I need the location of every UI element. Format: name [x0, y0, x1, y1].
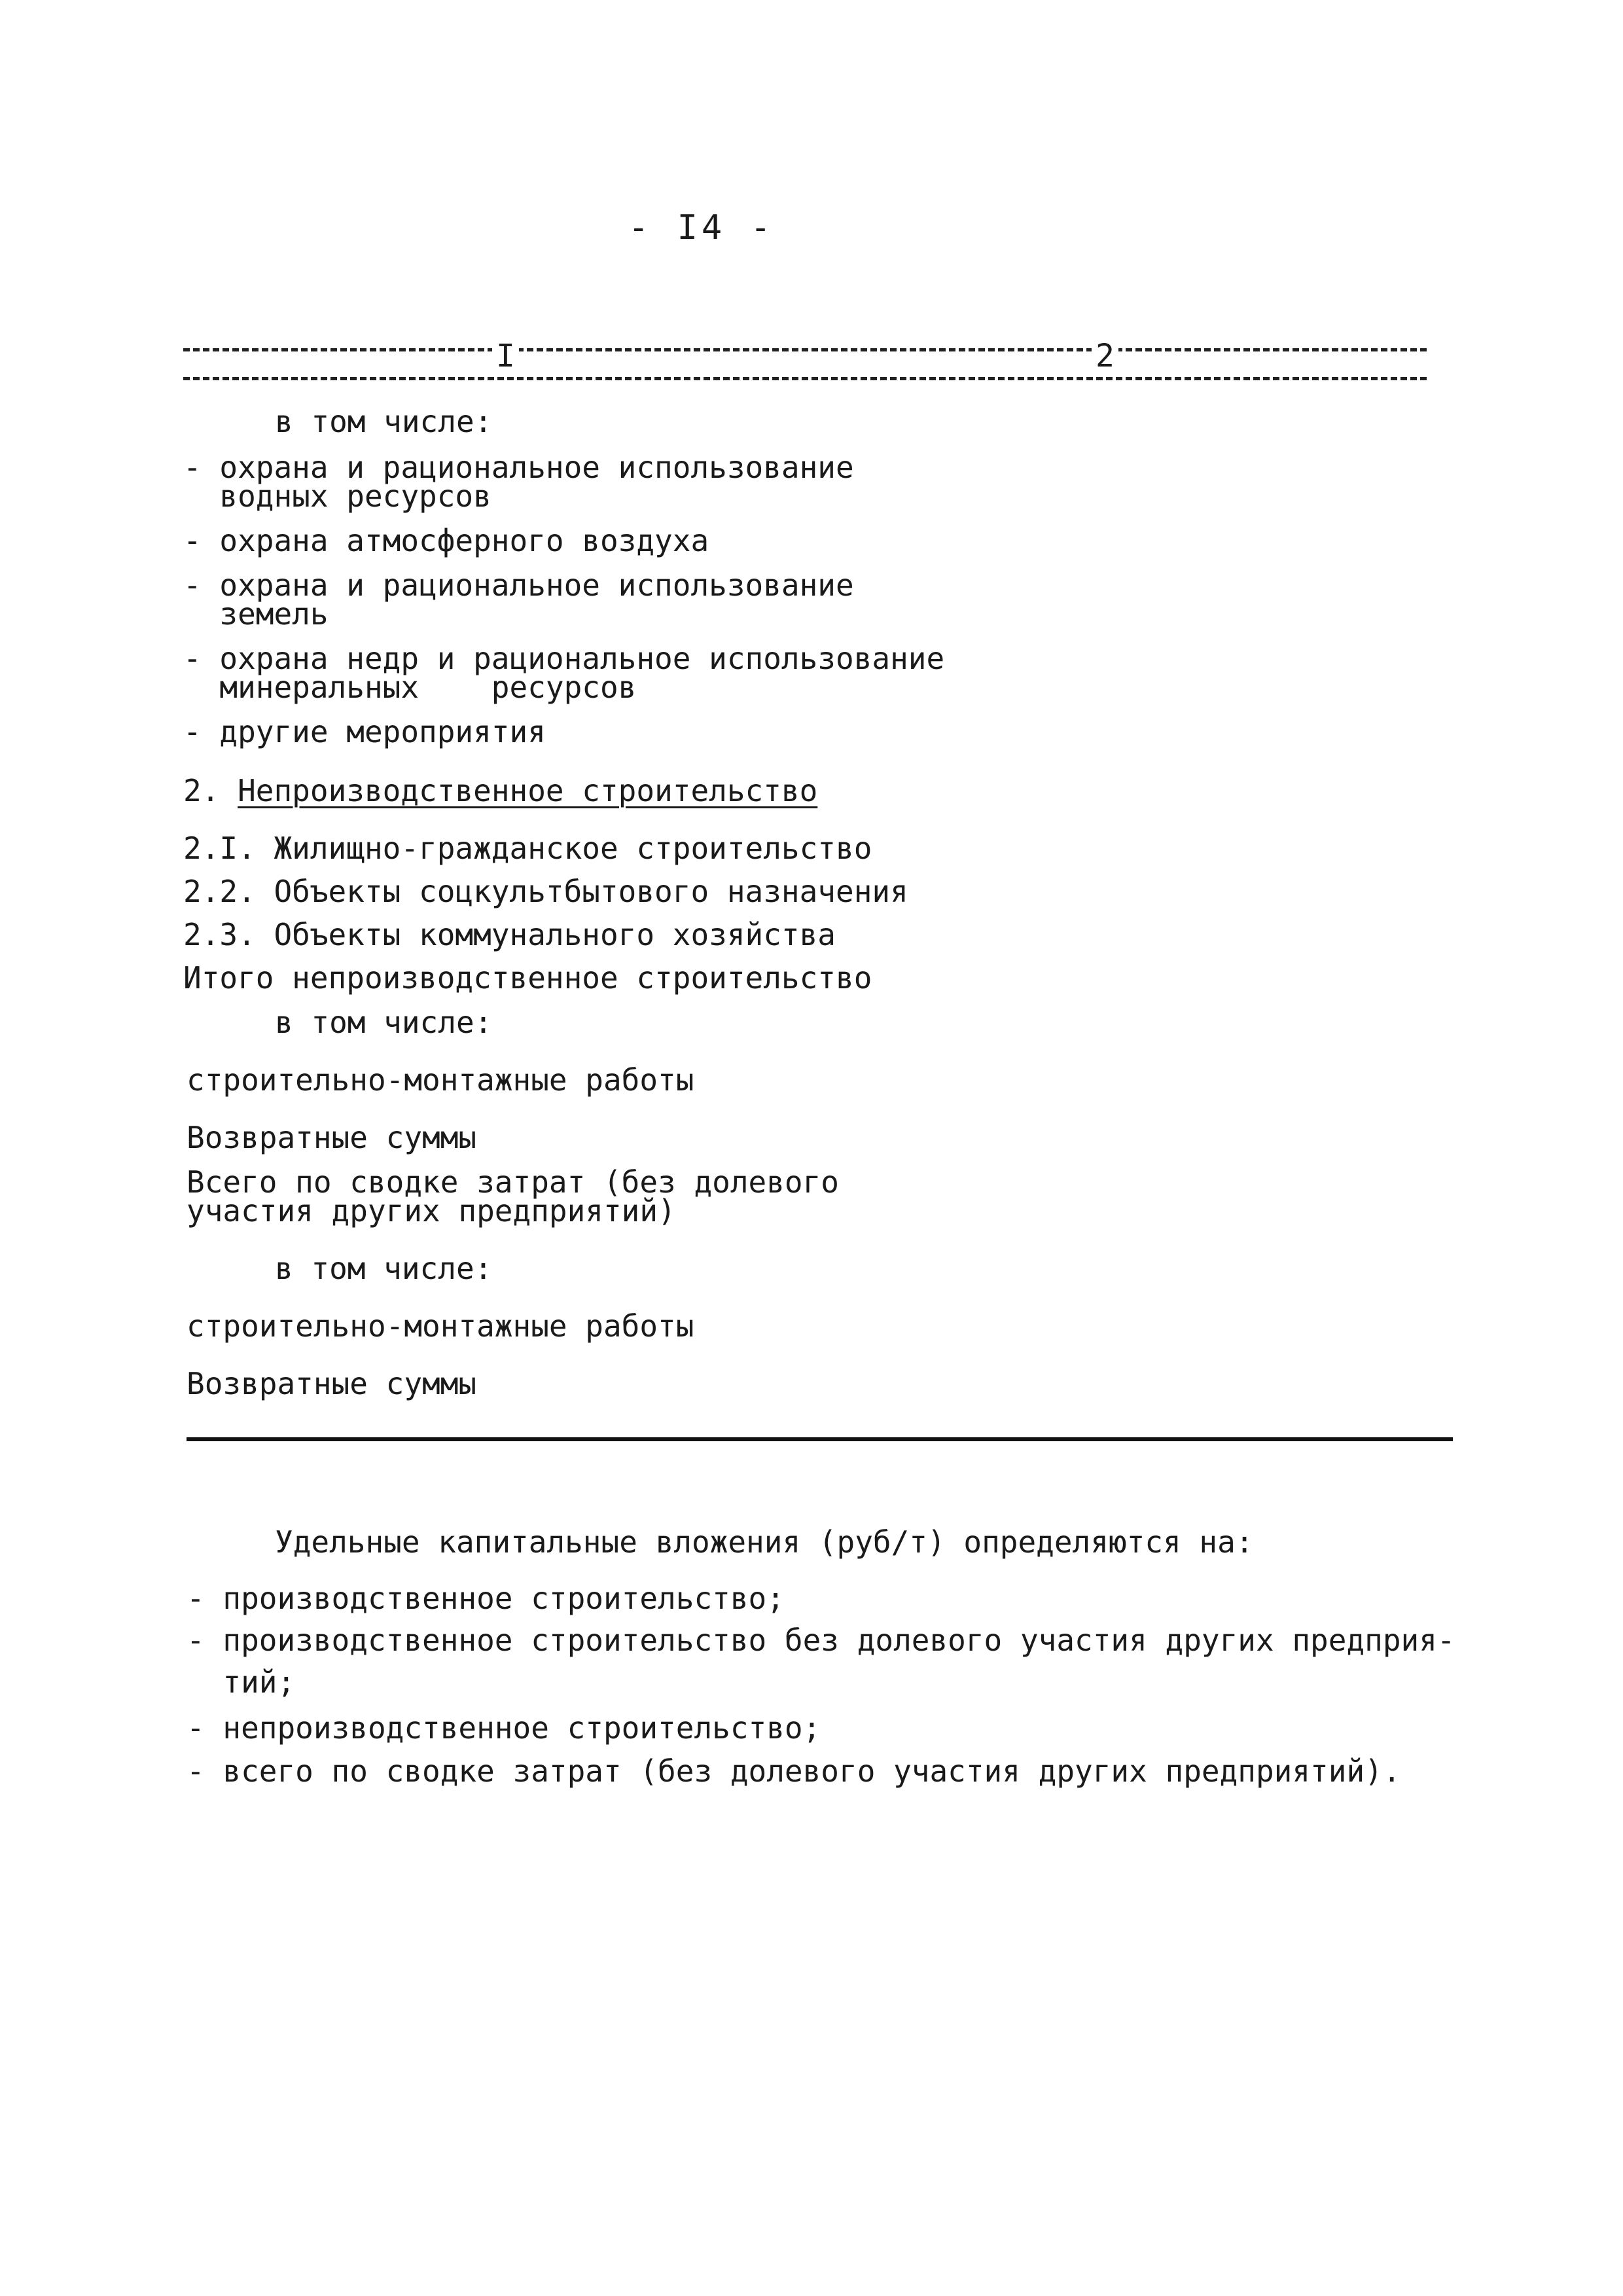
- row-subsoil-protection-cont: минеральных ресурсов: [183, 670, 637, 705]
- row-social-objects: 2.2. Объекты соцкультбытового назначения: [183, 874, 908, 909]
- notes-item-2-cont: тий;: [187, 1664, 296, 1700]
- notes-item-3: - непроизводственное строительство;: [187, 1710, 821, 1746]
- row-communal-objects: 2.3. Объекты коммунального хозяйства: [183, 917, 836, 952]
- row-subsoil-protection: - охрана недр и рациональное использование: [183, 641, 945, 676]
- notes-item-1: - производственное строительство;: [187, 1581, 785, 1616]
- row-including-3: в том числе:: [275, 1251, 493, 1286]
- notes-intro: Удельные капитальные вложения (руб/т) определяются на:: [275, 1524, 1254, 1560]
- column-number-2: 2: [1092, 338, 1118, 374]
- row-construction-works-1: строительно-монтажные работы: [187, 1062, 694, 1098]
- section-title: Непроизводственное строительство: [238, 773, 818, 808]
- row-returnable-sums-1: Возвратные суммы: [187, 1120, 477, 1155]
- table-header-dashed-rule-bottom: [183, 377, 1427, 380]
- notes-item-4: - всего по сводке затрат (без долевого участия других предприятий).: [187, 1753, 1401, 1789]
- row-including-1: в том числе:: [275, 404, 493, 439]
- section-number: 2.: [183, 773, 238, 808]
- row-land-protection: - охрана и рациональное использование: [183, 567, 854, 603]
- row-housing-construction: 2.I. Жилищно-гражданское строительство: [183, 831, 872, 866]
- table-header-dashed-rule-top: [183, 348, 1427, 351]
- row-construction-works-2: строительно-монтажные работы: [187, 1308, 694, 1344]
- row-total-nonproduction: Итого непроизводственное строительство: [183, 960, 872, 996]
- table-bottom-rule: [187, 1437, 1453, 1441]
- row-total-summary: Всего по сводке затрат (без долевого: [187, 1164, 839, 1200]
- row-including-2: в том числе:: [275, 1005, 493, 1040]
- row-total-summary-cont: участия других предприятий): [187, 1193, 676, 1229]
- page-number: - I4 -: [628, 208, 775, 247]
- section-heading-nonproduction: [183, 774, 817, 808]
- row-air-protection: - охрана атмосферного воздуха: [183, 523, 709, 558]
- column-number-1: I: [492, 338, 519, 374]
- row-water-protection-cont: водных ресурсов: [183, 478, 491, 514]
- notes-item-2: - производственное строительство без долевого участия других предприя-: [187, 1623, 1455, 1658]
- row-other-measures: - другие мероприятия: [183, 714, 546, 749]
- row-land-protection-cont: земель: [183, 596, 329, 632]
- row-returnable-sums-2: Возвратные суммы: [187, 1366, 477, 1401]
- row-water-protection: - охрана и рациональное использование: [183, 450, 854, 485]
